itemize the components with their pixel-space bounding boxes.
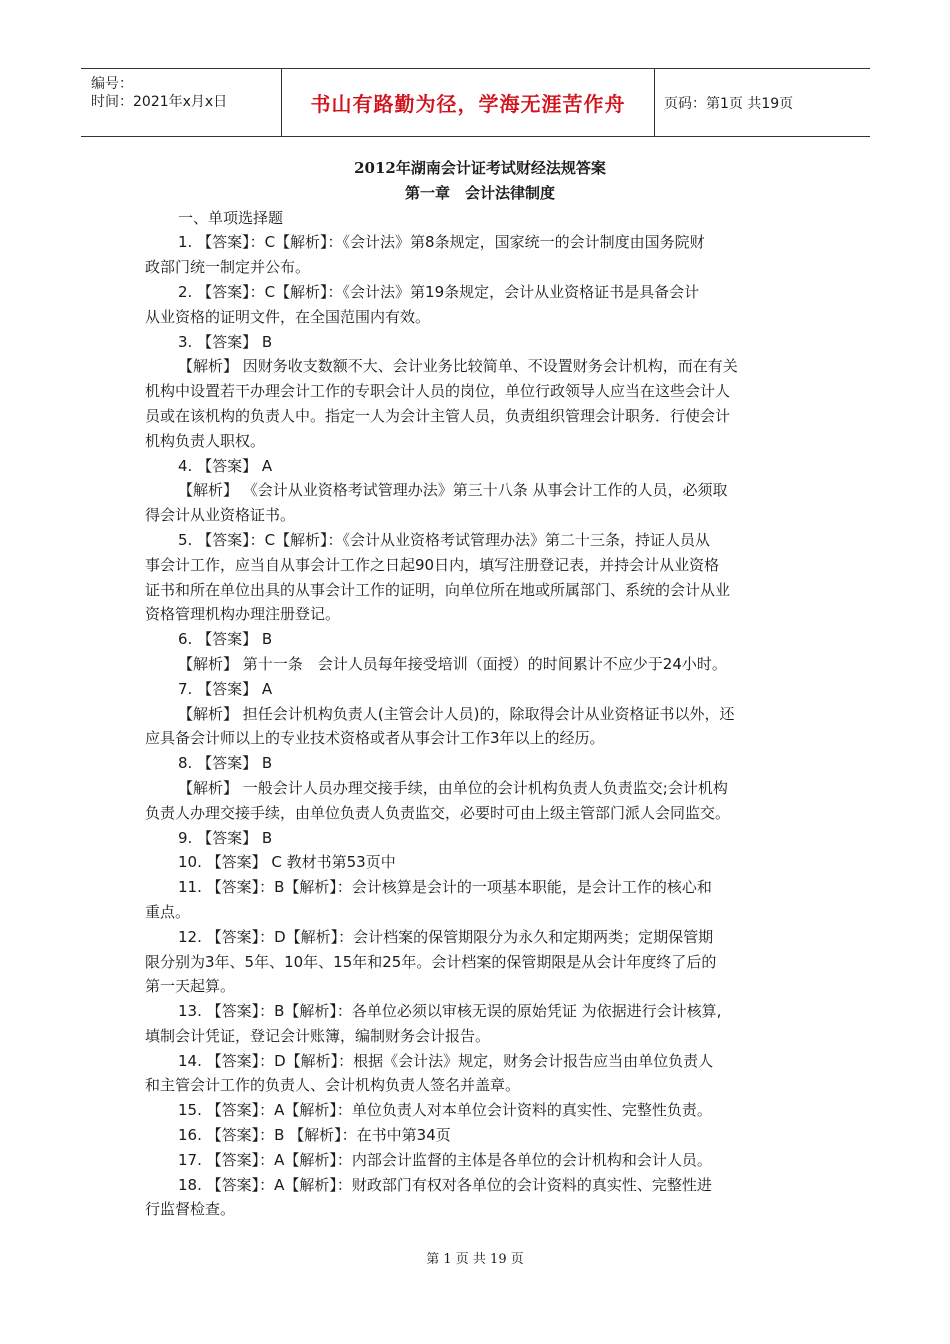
answer-line: 12. 【答案】：D【解析】：会计档案的保管期限分为永久和定期两类；定期保管期 xyxy=(178,927,714,946)
answer-list xyxy=(145,230,815,1222)
answer-line: 15. 【答案】：A【解析】：单位负责人对本单位会计资料的真实性、完整性负责。 xyxy=(178,1101,712,1120)
answer-line: 【解析】 《会计从业资格考试管理办法》第三十八条 从事会计工作的人员，必须取 xyxy=(178,481,728,500)
answer-line: 14. 【答案】：D【解析】：根据《会计法》规定，财务会计报告应当由单位负责人 xyxy=(178,1051,714,1070)
answer-line: 限分别为3年、5年、10年、15年和25年。会计档案的保管期限是从会计年度终了后的 xyxy=(145,952,717,971)
answer-line: 7. 【答案】 A xyxy=(178,679,273,698)
document-number-label: 编号： xyxy=(91,76,133,92)
page-info: 页码：第1页 共19页 xyxy=(664,95,794,112)
answer-line: 10. 【答案】 C 教材书第53页中 xyxy=(178,853,396,872)
answer-line: 事会计工作，应当自从事会计工作之日起90日内，填写注册登记表，并持会计从业资格 xyxy=(145,555,720,574)
answer-line: 政部门统一制定并公布。 xyxy=(145,258,311,277)
answer-line: 11. 【答案】：B【解析】：会计核算是会计的一项基本职能，是会计工作的核心和 xyxy=(178,878,712,897)
answer-line: 13. 【答案】：B【解析】：各单位必须以审核无误的原始凭证 为依据进行会计核算, xyxy=(178,1002,722,1021)
answer-line: 应具备会计师以上的专业技术资格或者从事会计工作3年以上的经历。 xyxy=(145,729,605,748)
answer-line: 资格管理机构办理注册登记。 xyxy=(145,605,341,624)
answer-line: 【解析】 担任会计机构负责人(主管会计人员)的，除取得会计从业资格证书以外，还 xyxy=(178,704,735,723)
answer-line: 填制会计凭证，登记会计账簿，编制财务会计报告。 xyxy=(145,1026,491,1045)
answer-line: 和主管会计工作的负责人、会计机构负责人签名并盖章。 xyxy=(145,1076,521,1095)
answer-line: 行监督检查。 xyxy=(145,1200,236,1219)
answer-line: 4. 【答案】 A xyxy=(178,456,273,475)
answer-line: 5. 【答案】：C【解析】：《会计从业资格考试管理办法》第二十三条，持证人员从 xyxy=(178,530,711,549)
answer-line: 员或在该机构的负责人中。指定一人为会计主管人员，负责组织管理会计职务．行使会计 xyxy=(145,406,731,425)
answer-line: 2. 【答案】：C【解析】：《会计法》第19条规定，会计从业资格证书是具备会计 xyxy=(178,282,700,301)
answer-line: 3. 【答案】 B xyxy=(178,332,273,351)
header-motto-cell xyxy=(281,69,655,136)
answer-line: 17. 【答案】：A【解析】：内部会计监督的主体是各单位的会计机构和会计人员。 xyxy=(178,1150,712,1169)
answer-line: 证书和所在单位出具的从事会计工作的证明，向单位所在地或所属部门、系统的会计从业 xyxy=(145,580,731,599)
answer-line: 【解析】 第十一条 会计人员每年接受培训（面授）的时间累计不应少于24小时。 xyxy=(178,654,727,673)
header-left-cell xyxy=(81,69,281,136)
document-body xyxy=(145,156,815,1222)
answer-line: 机构负责人职权。 xyxy=(145,431,266,450)
chapter-title: 第一章 会计法律制度 xyxy=(404,183,555,202)
date-line: 时间：2021年x月x日 xyxy=(91,94,228,110)
answer-line: 16. 【答案】：B 【解析】：在书中第34页 xyxy=(178,1126,451,1145)
answer-line: 【解析】 一般会计人员办理交接手续，由单位的会计机构负责人负责监交;会计机构 xyxy=(178,778,728,797)
answer-line: 机构中设置若干办理会计工作的专职会计人员的岗位，单位行政领导人应当在这些会计人 xyxy=(145,382,731,401)
motto: 书山有路勤为径，学海无涯苦作舟 xyxy=(310,92,626,116)
header-right-cell xyxy=(654,69,870,136)
section-heading: 一、单项选择题 xyxy=(178,208,284,227)
answer-line: 得会计从业资格证书。 xyxy=(145,506,296,525)
answer-line: 1. 【答案】：C【解析】：《会计法》第8条规定，国家统一的会计制度由国务院财 xyxy=(178,233,705,252)
answer-line: 第一天起算。 xyxy=(145,977,236,996)
page-footer: 第 1 页 共 19 页 xyxy=(426,1252,524,1267)
answer-line: 从业资格的证明文件，在全国范围内有效。 xyxy=(145,307,431,326)
answer-line: 【解析】 因财务收支数额不大、会计业务比较简单、不设置财务会计机构，而在有关 xyxy=(178,357,738,376)
document-title: 2012年湖南会计证考试财经法规答案 xyxy=(354,159,606,177)
answer-line: 负责人办理交接手续，由单位负责人负责监交，必要时可由上级主管部门派人会同监交。 xyxy=(145,803,731,822)
answer-line: 18. 【答案】：A【解析】：财政部门有权对各单位的会计资料的真实性、完整性进 xyxy=(178,1175,712,1194)
answer-line: 重点。 xyxy=(145,902,191,921)
answer-line: 6. 【答案】 B xyxy=(178,630,273,649)
answer-line: 9. 【答案】 B xyxy=(178,828,273,847)
answer-line: 8. 【答案】 B xyxy=(178,754,273,773)
header-table xyxy=(81,68,870,137)
